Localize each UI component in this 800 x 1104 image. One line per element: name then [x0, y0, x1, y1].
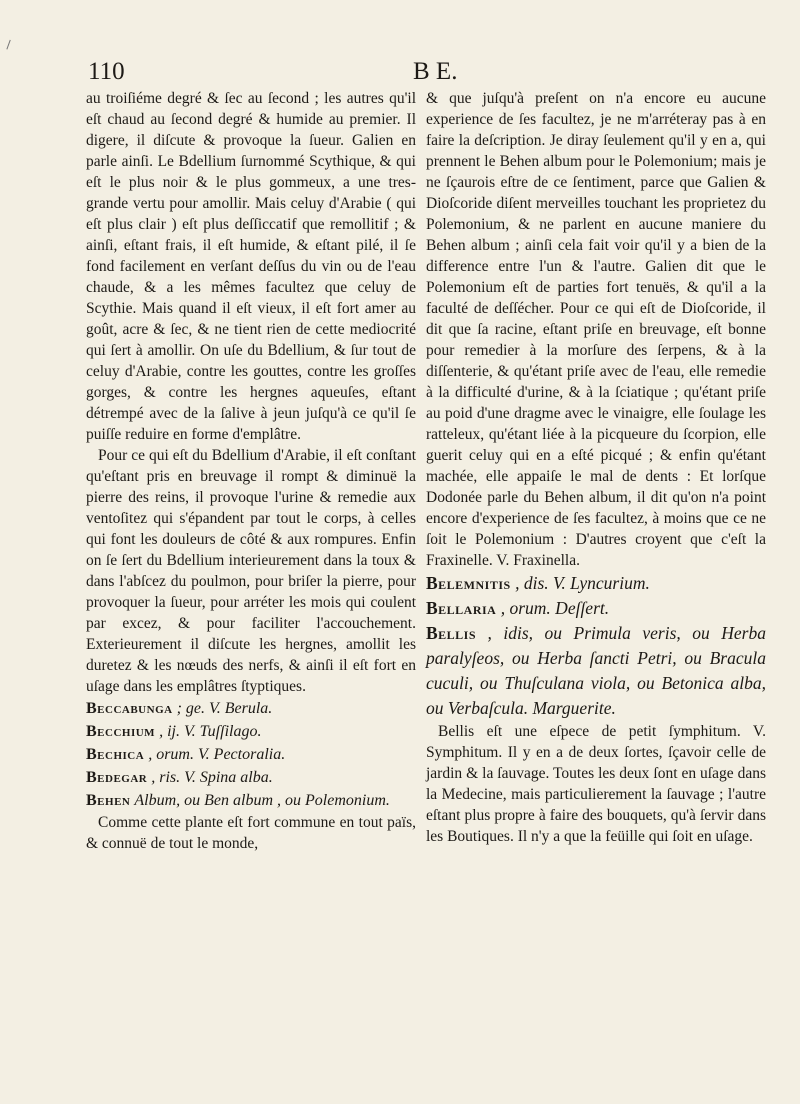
entry-reference: , ris. V. Spina alba.	[151, 769, 273, 786]
entry-reference: ; ge. V. Berula.	[176, 700, 273, 717]
entry-bellaria	[426, 596, 766, 621]
left-column	[86, 88, 416, 854]
entry-headword: Bedegar	[86, 769, 148, 786]
running-head: B E.	[413, 58, 458, 85]
right-column	[426, 88, 766, 847]
entry-bedegar	[86, 766, 416, 789]
entry-headword: Becchium	[86, 723, 156, 740]
entry-reference: , ij. V. Tuſſilago.	[159, 723, 262, 740]
right-paragraph-1: & que juſqu'à preſent on n'a encore eu aucune experience de ſes facultez, je ne m'arréteray pas à en faire la deſcription. Je diray ſeulement qu'il y en a, qui prennent le Behen album pour le Polemonium; mais je ne ſçaurois eſtre de ce ſentiment, parce que Galien & Dioſcoride diſent merveilles touchant les proprietez du Polemonium, & ne parlent en aucune maniere du Behen album ; ainſi cela fait voir qu'il y a bien de la difference entre l'un & l'autre. Galien dit que le Polemonium eſt de parties fort tenuës, & qu'il a la faculté de deſſécher. Pour ce qui eſt de Dioſcoride, il dit que ſa racine, eſtant priſe en breuvage, eſt bonne pour remedier à la morſure des ſerpens, & à la diſſenterie, & qu'étant priſe avec de l'eau, elle remedie à la difficulté d'urine, & à la ſciatique ; qu'étant priſe au poid d'une dragme avec le vinaigre, elle ſoulage les ratteleux, qu'étant liée à la picqueure du ſcorpion, elle guerit celuy qui en a eſté picqué ; & enfin qu'étant machée, elle appaiſe le mal de dents : Et lorſque Dodonée parle du Behen album, il dit qu'on n'a point encore d'experience de ſes facultez, à moins que ce ne ſoit le Polemonium : D'autres croyent que c'eſt la Fraxinelle. V. Fraxinella.	[426, 90, 766, 569]
entry-becchium	[86, 720, 416, 743]
entry-bechica	[86, 743, 416, 766]
entry-belemnitis	[426, 571, 766, 596]
left-paragraph-2: Pour ce qui eſt du Bdellium d'Arabie, il eſt conſtant qu'eſtant pris en breuvage il rompt & diminuë la pierre des reins, il provoque l'urine & remedie aux ventoſitez qui s'épandent par tout le corps, à celles qui font les douleurs de côté & aux rompures. Enfin on ſe ſert du Bdellium interieurement dans la toux & dans l'abſcez du poulmon, pour briſer la pierre, pour provoquer la ſueur, pour arréter les mois qui coulent par excez, & pour faciliter l'accouchement. Exterieurement il diſcute les hergnes, amollit les duretez & les nœuds des nerfs, & ainſi il eſt fort en uſage dans les emplâtres ſtyptiques.	[86, 447, 416, 695]
entry-bellis	[426, 621, 766, 721]
page-number: 110	[88, 58, 125, 85]
entry-reference: , orum. V. Pectoralia.	[148, 746, 286, 763]
entry-headword: Bellis	[426, 623, 477, 643]
entry-behen	[86, 789, 416, 812]
page-header	[88, 58, 770, 90]
right-paragraph-2: Bellis eſt une eſpece de petit ſymphitum. V. Symphitum. Il y en a de deux ſortes, ſçavoir celle de jardin & la ſauvage. Toutes les deux ſont en uſage dans la Medecine, mais particulierement la ſauvage ; l'autre eſtant plus propre à faire des bouquets, qu'à ſervir dans les Boutiques. Il n'y a que la feüille qui ſoit en uſage.	[426, 723, 766, 845]
entry-reference: , orum. Deſſert.	[500, 598, 610, 618]
entry-beccabunga	[86, 697, 416, 720]
entry-headword: Behen	[86, 792, 131, 809]
entry-headword: Belemnitis	[426, 573, 511, 593]
left-paragraph-1: au troiſiéme degré & ſec au ſecond ; les autres qu'il eſt chaud au ſecond degré & humide au premier. Il digere, il diſcute & provoque la ſueur. Galien en parle ainſi. Le Bdellium ſurnommé Scythique, & qui eſt le plus noir & le plus gommeux, a une tres-grande vertu pour amollir. Mais celuy d'Arabie ( qui eſt plus clair ) eſt plus deſſiccatif que remollitif ; & ainſi, eſtant frais, il eſt humide, & eſtant pilé, il ſe fond facilement en verſant deſſus du vin ou de l'eau chaude, & a les mêmes facultez que celuy de Scythie. Mais quand il eſt vieux, il eſt fort amer au goût, acre & ſec, & ne tient rien de cette mediocrité qui ſert à amollir. On uſe du Bdellium, & ſur tout de celuy d'Arabie, contre les gouttes, contre les groſſes gorges, & contre les hergnes aqueuſes, eſtant détrempé avec de la ſalive à jeun juſqu'à ce qu'il ſe puiſſe reduire en forme d'emplâtre.	[86, 90, 416, 443]
entry-headword: Bellaria	[426, 598, 497, 618]
entry-headword: Bechica	[86, 746, 145, 763]
margin-mark	[6, 40, 12, 50]
entry-headword: Beccabunga	[86, 700, 173, 717]
entry-reference: , dis. V. Lyncurium.	[515, 573, 650, 593]
entry-reference: Album, ou Ben album , ou Polemonium.	[134, 792, 390, 809]
left-paragraph-3: Comme cette plante eſt fort commune en tout païs, & connuë de tout le monde,	[86, 814, 416, 852]
entry-reference: , idis, ou Primula veris, ou Herba paralyſeos, ou Herba ſancti Petri, ou Bracula cuculi, ou Thuſculana viola, ou Betonica alba, ou Verbaſcula. Marguerite.	[426, 623, 766, 718]
